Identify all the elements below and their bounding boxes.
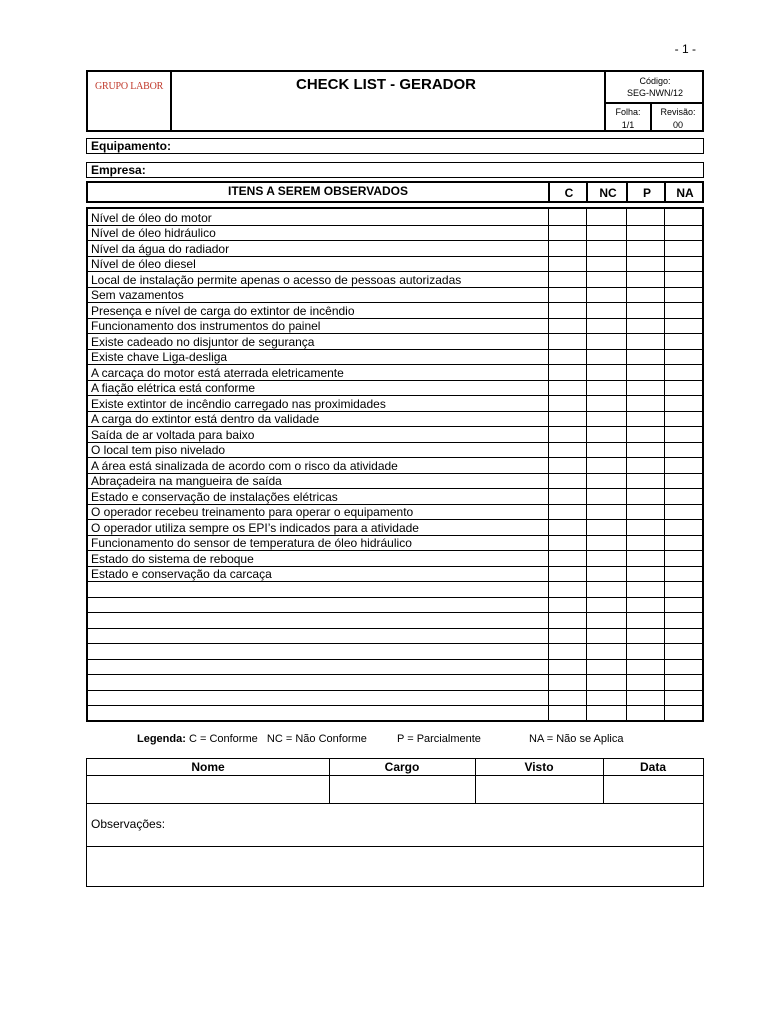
checkbox-nc-cell[interactable] bbox=[586, 411, 627, 427]
checklist-row bbox=[88, 535, 702, 552]
checkbox-nc-cell[interactable] bbox=[586, 256, 627, 272]
checklist-row bbox=[88, 318, 702, 335]
checklist-row bbox=[88, 504, 702, 521]
checkbox-nc-cell[interactable] bbox=[586, 240, 627, 256]
checkbox-p-cell[interactable] bbox=[626, 411, 665, 427]
checkbox-p-cell[interactable] bbox=[626, 550, 665, 566]
checkbox-na-cell[interactable] bbox=[664, 674, 703, 690]
checkbox-c-cell[interactable] bbox=[548, 643, 587, 659]
checkbox-c-cell[interactable] bbox=[548, 333, 587, 349]
checkbox-na-cell[interactable] bbox=[664, 395, 703, 411]
checklist-row bbox=[88, 256, 702, 273]
checkbox-na-cell[interactable] bbox=[664, 705, 703, 721]
checkbox-p-cell[interactable] bbox=[626, 256, 665, 272]
checkbox-nc-cell[interactable] bbox=[586, 442, 627, 458]
checkbox-p-cell[interactable] bbox=[626, 302, 665, 318]
checkbox-na-cell[interactable] bbox=[664, 612, 703, 628]
checklist-row bbox=[88, 349, 702, 366]
checklist-item-label: O local tem piso nivelado bbox=[91, 443, 226, 457]
legend-p: P = Parcialmente bbox=[397, 733, 481, 745]
checklist-row bbox=[88, 519, 702, 536]
checklist-row bbox=[88, 457, 702, 474]
checklist-item-label: Nível de óleo diesel bbox=[91, 257, 196, 271]
checkbox-nc-cell[interactable] bbox=[586, 535, 627, 551]
checkbox-c-cell[interactable] bbox=[548, 674, 587, 690]
checkbox-nc-cell[interactable] bbox=[586, 395, 627, 411]
checkbox-c-cell[interactable] bbox=[548, 318, 587, 334]
checkbox-na-cell[interactable] bbox=[664, 256, 703, 272]
checkbox-na-cell[interactable] bbox=[664, 380, 703, 396]
checklist-row bbox=[88, 333, 702, 350]
checkbox-na-cell[interactable] bbox=[664, 240, 703, 256]
checklist-row bbox=[88, 209, 702, 226]
checklist-row bbox=[88, 395, 702, 412]
checklist-item-label: Abraçadeira na mangueira de saída bbox=[91, 474, 282, 488]
cargo-header: Cargo bbox=[384, 760, 420, 774]
checklist-item-label: Funcionamento dos instrumentos do painel bbox=[91, 319, 321, 333]
checkbox-nc-cell[interactable] bbox=[586, 643, 627, 659]
col-p-header: P bbox=[626, 183, 666, 201]
revisao-cell bbox=[652, 104, 704, 130]
company-logo: GRUPO LABOR bbox=[95, 81, 164, 92]
checklist-item-label: Existe extintor de incêndio carregado nas proximidades bbox=[91, 396, 386, 411]
checklist-item-label: Local de instalação permite apenas o acesso de pessoas autorizadas bbox=[91, 272, 462, 287]
checkbox-nc-cell[interactable] bbox=[586, 349, 627, 365]
checklist-item-label: A carga do extintor está dentro da validade bbox=[91, 412, 320, 426]
checkbox-nc-cell[interactable] bbox=[586, 364, 627, 380]
checkbox-na-cell[interactable] bbox=[664, 271, 703, 287]
col-c-header: C bbox=[548, 183, 588, 201]
checkbox-c-cell[interactable] bbox=[548, 535, 587, 551]
code-cell bbox=[604, 72, 704, 130]
checkbox-c-cell[interactable] bbox=[548, 287, 587, 303]
checkbox-c-cell[interactable] bbox=[548, 349, 587, 365]
checklist-item-label: Estado e conservação de instalações elétricas bbox=[91, 489, 338, 504]
checkbox-p-cell[interactable] bbox=[626, 426, 665, 442]
checklist-item-label: Sem vazamentos bbox=[91, 288, 184, 302]
logo-cell bbox=[88, 72, 172, 130]
checkbox-nc-cell[interactable] bbox=[586, 628, 627, 644]
checklist-item-label: Saída de ar voltada para baixo bbox=[91, 427, 255, 442]
checklist-item-label: A fiação elétrica está conforme bbox=[91, 381, 256, 395]
checklist-item-label: Presença e nível de carga do extintor de incêndio bbox=[91, 303, 355, 318]
checkbox-p-cell[interactable] bbox=[626, 659, 665, 675]
checkbox-na-cell[interactable] bbox=[664, 457, 703, 473]
checkbox-na-cell[interactable] bbox=[664, 504, 703, 520]
checkbox-na-cell[interactable] bbox=[664, 364, 703, 380]
legend-nc: NC = Não Conforme bbox=[266, 733, 367, 745]
checklist-row bbox=[88, 566, 702, 583]
checklist-row bbox=[88, 674, 702, 691]
checkbox-na-cell[interactable] bbox=[664, 349, 703, 365]
checkbox-c-cell[interactable] bbox=[548, 209, 587, 225]
checkbox-nc-cell[interactable] bbox=[586, 674, 627, 690]
checkbox-nc-cell[interactable] bbox=[586, 612, 627, 628]
checkbox-na-cell[interactable] bbox=[664, 333, 703, 349]
codigo-value: SEG-NWN/12 bbox=[626, 88, 683, 98]
divider bbox=[87, 846, 703, 847]
checkbox-p-cell[interactable] bbox=[626, 643, 665, 659]
divider bbox=[603, 759, 604, 803]
checkbox-c-cell[interactable] bbox=[548, 225, 587, 241]
checklist-row bbox=[88, 225, 702, 242]
checkbox-c-cell[interactable] bbox=[548, 256, 587, 272]
checkbox-c-cell[interactable] bbox=[548, 426, 587, 442]
data-header: Data bbox=[639, 760, 666, 774]
checkbox-nc-cell[interactable] bbox=[586, 457, 627, 473]
checkbox-na-cell[interactable] bbox=[664, 643, 703, 659]
checklist-item-label: A área está sinalizada de acordo com o risco da atividade bbox=[91, 458, 398, 473]
checklist-item-label: Nível da água do radiador bbox=[91, 241, 230, 256]
items-header: ITENS A SEREM OBSERVADOS bbox=[227, 184, 409, 198]
col-nc-header: NC bbox=[586, 183, 628, 201]
checkbox-p-cell[interactable] bbox=[626, 442, 665, 458]
checkbox-c-cell[interactable] bbox=[548, 504, 587, 520]
checklist-header bbox=[86, 181, 704, 203]
checklist-row bbox=[88, 643, 702, 660]
checkbox-na-cell[interactable] bbox=[664, 550, 703, 566]
checkbox-p-cell[interactable] bbox=[626, 395, 665, 411]
legend-label: Legenda: bbox=[137, 733, 186, 745]
checklist-item-label: Existe chave Liga-desliga bbox=[91, 350, 228, 364]
checkbox-c-cell[interactable] bbox=[548, 411, 587, 427]
checklist-item-label: A carcaça do motor está aterrada eletricamente bbox=[91, 365, 344, 380]
document-title: CHECK LIST - GERADOR bbox=[296, 76, 476, 93]
legend-c: C = Conforme bbox=[188, 733, 258, 745]
checkbox-nc-cell[interactable] bbox=[586, 333, 627, 349]
checklist-item-label: O operador utiliza sempre os EPI’s indicados para a atividade bbox=[91, 520, 419, 535]
checkbox-c-cell[interactable] bbox=[548, 442, 587, 458]
checkbox-na-cell[interactable] bbox=[664, 519, 703, 535]
checklist-row bbox=[88, 271, 702, 288]
checkbox-c-cell[interactable] bbox=[548, 488, 587, 504]
checkbox-p-cell[interactable] bbox=[626, 457, 665, 473]
checkbox-na-cell[interactable] bbox=[664, 411, 703, 427]
checkbox-nc-cell[interactable] bbox=[586, 380, 627, 396]
checkbox-na-cell[interactable] bbox=[664, 628, 703, 644]
checkbox-na-cell[interactable] bbox=[664, 225, 703, 241]
checkbox-c-cell[interactable] bbox=[548, 364, 587, 380]
divider bbox=[329, 759, 330, 803]
checklist-row bbox=[88, 380, 702, 397]
checklist-row bbox=[88, 473, 702, 490]
checkbox-c-cell[interactable] bbox=[548, 302, 587, 318]
checkbox-nc-cell[interactable] bbox=[586, 550, 627, 566]
checklist-row bbox=[88, 705, 702, 722]
checkbox-nc-cell[interactable] bbox=[586, 209, 627, 225]
divider bbox=[87, 775, 703, 776]
checkbox-nc-cell[interactable] bbox=[586, 488, 627, 504]
checkbox-c-cell[interactable] bbox=[548, 690, 587, 706]
equipamento-field[interactable]: Equipamento: bbox=[86, 138, 704, 154]
checklist-item-label: O operador recebeu treinamento para operar o equipamento bbox=[91, 505, 414, 519]
visto-header: Visto bbox=[524, 760, 554, 774]
checkbox-p-cell[interactable] bbox=[626, 240, 665, 256]
checkbox-na-cell[interactable] bbox=[664, 302, 703, 318]
signature-table bbox=[86, 758, 704, 887]
checkbox-p-cell[interactable] bbox=[626, 473, 665, 489]
checkbox-p-cell[interactable] bbox=[626, 271, 665, 287]
checkbox-c-cell[interactable] bbox=[548, 395, 587, 411]
checkbox-nc-cell[interactable] bbox=[586, 690, 627, 706]
checkbox-na-cell[interactable] bbox=[664, 659, 703, 675]
checkbox-c-cell[interactable] bbox=[548, 581, 587, 597]
checkbox-nc-cell[interactable] bbox=[586, 581, 627, 597]
checkbox-p-cell[interactable] bbox=[626, 597, 665, 613]
checklist-body bbox=[86, 207, 704, 722]
checkbox-na-cell[interactable] bbox=[664, 318, 703, 334]
checklist-row bbox=[88, 581, 702, 598]
checkbox-p-cell[interactable] bbox=[626, 504, 665, 520]
checkbox-nc-cell[interactable] bbox=[586, 705, 627, 721]
checkbox-c-cell[interactable] bbox=[548, 519, 587, 535]
checklist-row bbox=[88, 426, 702, 443]
col-na-header: NA bbox=[664, 183, 704, 201]
checkbox-na-cell[interactable] bbox=[664, 488, 703, 504]
revisao-label: Revisão: bbox=[660, 107, 696, 117]
checkbox-c-cell[interactable] bbox=[548, 457, 587, 473]
nome-header: Nome bbox=[191, 760, 225, 774]
checkbox-c-cell[interactable] bbox=[548, 612, 587, 628]
checkbox-c-cell[interactable] bbox=[548, 705, 587, 721]
divider bbox=[475, 759, 476, 803]
checkbox-c-cell[interactable] bbox=[548, 271, 587, 287]
checkbox-p-cell[interactable] bbox=[626, 705, 665, 721]
checkbox-c-cell[interactable] bbox=[548, 628, 587, 644]
folha-value: 1/1 bbox=[621, 120, 635, 130]
checklist-row bbox=[88, 550, 702, 567]
checklist-row bbox=[88, 442, 702, 459]
checkbox-na-cell[interactable] bbox=[664, 473, 703, 489]
checklist-row bbox=[88, 628, 702, 645]
checkbox-p-cell[interactable] bbox=[626, 318, 665, 334]
checkbox-p-cell[interactable] bbox=[626, 535, 665, 551]
checklist-item-label: Nível de óleo hidráulico bbox=[91, 226, 216, 240]
legend bbox=[137, 733, 624, 745]
checkbox-nc-cell[interactable] bbox=[586, 426, 627, 442]
checklist-row bbox=[88, 488, 702, 505]
checklist-item-label: Estado do sistema de reboque bbox=[91, 551, 254, 566]
checkbox-p-cell[interactable] bbox=[626, 349, 665, 365]
checklist-row bbox=[88, 287, 702, 304]
checkbox-nc-cell[interactable] bbox=[586, 287, 627, 303]
checklist-row bbox=[88, 659, 702, 676]
checkbox-p-cell[interactable] bbox=[626, 566, 665, 582]
checkbox-p-cell[interactable] bbox=[626, 225, 665, 241]
checkbox-nc-cell[interactable] bbox=[586, 504, 627, 520]
checkbox-nc-cell[interactable] bbox=[586, 225, 627, 241]
checkbox-na-cell[interactable] bbox=[664, 566, 703, 582]
checkbox-nc-cell[interactable] bbox=[586, 566, 627, 582]
checklist-row bbox=[88, 240, 702, 257]
checkbox-na-cell[interactable] bbox=[664, 581, 703, 597]
checkbox-c-cell[interactable] bbox=[548, 566, 587, 582]
folha-label: Folha: bbox=[615, 107, 641, 117]
checklist-row bbox=[88, 302, 702, 319]
checklist-row bbox=[88, 597, 702, 614]
checkbox-p-cell[interactable] bbox=[626, 581, 665, 597]
checklist-row bbox=[88, 411, 702, 428]
checklist-row bbox=[88, 364, 702, 381]
checkbox-na-cell[interactable] bbox=[664, 442, 703, 458]
checkbox-nc-cell[interactable] bbox=[586, 659, 627, 675]
checkbox-p-cell[interactable] bbox=[626, 333, 665, 349]
checklist-item-label: Existe cadeado no disjuntor de segurança bbox=[91, 334, 315, 349]
checkbox-c-cell[interactable] bbox=[548, 240, 587, 256]
checklist-item-label: Estado e conservação da carcaça bbox=[91, 567, 272, 581]
checkbox-nc-cell[interactable] bbox=[586, 519, 627, 535]
checkbox-c-cell[interactable] bbox=[548, 473, 587, 489]
checkbox-na-cell[interactable] bbox=[664, 690, 703, 706]
divider bbox=[87, 803, 703, 804]
legend-na: NA = Não se Aplica bbox=[529, 733, 624, 745]
checkbox-p-cell[interactable] bbox=[626, 690, 665, 706]
checkbox-p-cell[interactable] bbox=[626, 674, 665, 690]
checkbox-p-cell[interactable] bbox=[626, 364, 665, 380]
checkbox-na-cell[interactable] bbox=[664, 426, 703, 442]
checkbox-p-cell[interactable] bbox=[626, 287, 665, 303]
revisao-value: 00 bbox=[672, 120, 683, 130]
checkbox-nc-cell[interactable] bbox=[586, 302, 627, 318]
folha-cell bbox=[606, 104, 652, 130]
checkbox-na-cell[interactable] bbox=[664, 597, 703, 613]
checkbox-p-cell[interactable] bbox=[626, 519, 665, 535]
checkbox-c-cell[interactable] bbox=[548, 550, 587, 566]
page-number: - 1 - bbox=[674, 42, 696, 56]
checkbox-nc-cell[interactable] bbox=[586, 271, 627, 287]
checklist-item-label: Funcionamento do sensor de temperatura de óleo hidráulico bbox=[91, 536, 412, 550]
checklist-row bbox=[88, 612, 702, 629]
checkbox-c-cell[interactable] bbox=[548, 380, 587, 396]
checkbox-nc-cell[interactable] bbox=[586, 318, 627, 334]
checkbox-c-cell[interactable] bbox=[548, 597, 587, 613]
checkbox-na-cell[interactable] bbox=[664, 209, 703, 225]
codigo-label: Código: bbox=[639, 76, 671, 86]
checkbox-na-cell[interactable] bbox=[664, 287, 703, 303]
checkbox-na-cell[interactable] bbox=[664, 535, 703, 551]
checkbox-c-cell[interactable] bbox=[548, 659, 587, 675]
checkbox-p-cell[interactable] bbox=[626, 628, 665, 644]
checkbox-p-cell[interactable] bbox=[626, 209, 665, 225]
checkbox-p-cell[interactable] bbox=[626, 380, 665, 396]
empresa-field[interactable]: Empresa: bbox=[86, 162, 704, 178]
checkbox-nc-cell[interactable] bbox=[586, 597, 627, 613]
checklist-row bbox=[88, 690, 702, 707]
checklist-item-label: Nível de óleo do motor bbox=[91, 210, 212, 225]
checkbox-p-cell[interactable] bbox=[626, 612, 665, 628]
document-header bbox=[86, 70, 704, 132]
checkbox-p-cell[interactable] bbox=[626, 488, 665, 504]
checkbox-nc-cell[interactable] bbox=[586, 473, 627, 489]
observacoes-label: Observações: bbox=[91, 817, 166, 831]
